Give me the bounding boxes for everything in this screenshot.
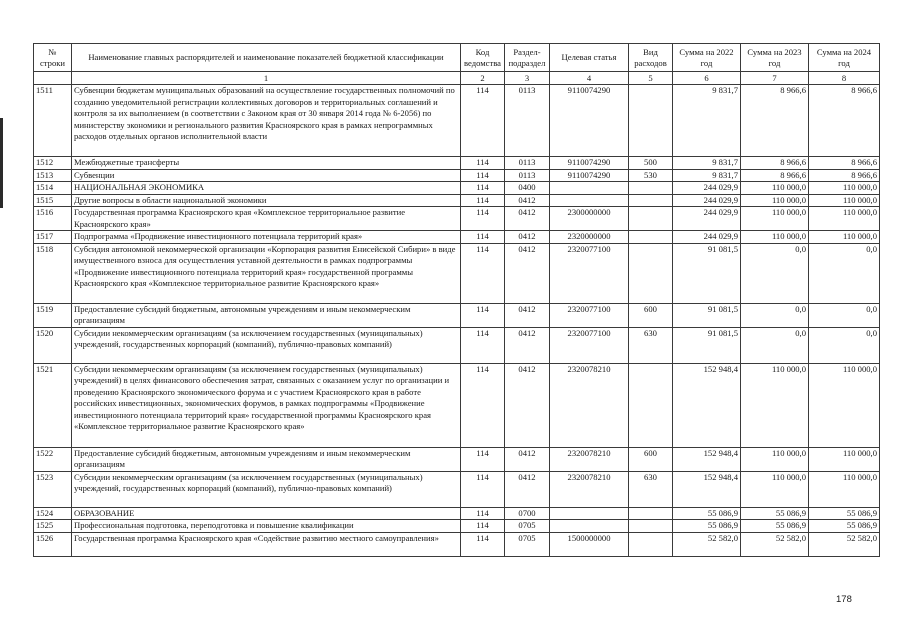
header-razdel: Раздел-подраздел (505, 44, 550, 72)
header-row-no: № строки (34, 44, 72, 72)
expense-type-cell: 500 (629, 157, 673, 170)
target-cell: 2320078210 (550, 363, 629, 447)
table-row (34, 194, 880, 207)
table-row (34, 327, 880, 363)
table-row (34, 520, 880, 533)
vedomstvo-cell: 114 (461, 471, 505, 507)
column-number-row (34, 72, 880, 85)
sum-2023-cell: 110 000,0 (741, 231, 809, 244)
column-number: 7 (741, 72, 809, 85)
sum-2022-cell: 9 831,7 (673, 157, 741, 170)
table-body (34, 85, 880, 557)
expense-type-cell (629, 85, 673, 157)
expense-type-cell: 630 (629, 471, 673, 507)
row-number-cell: 1519 (34, 303, 72, 327)
razdel-cell: 0412 (505, 327, 550, 363)
header-sum-2022: Сумма на 2022 год (673, 44, 741, 72)
row-number-cell: 1515 (34, 194, 72, 207)
row-name-cell: Субсидии некоммерческим организациям (за исключением государственных (муниципальных) учреждений, государственных корпораций (компаний), публично-правовых компаний) (72, 327, 461, 363)
row-name-cell: Субсидии некоммерческим организациям (за исключением государственных (муниципальных) учреждений, государственных корпораций (компаний), публично-правовых компаний) (72, 471, 461, 507)
header-row (34, 44, 880, 72)
target-cell: 2320077100 (550, 327, 629, 363)
header-target: Целевая статья (550, 44, 629, 72)
razdel-cell: 0412 (505, 243, 550, 303)
table-row (34, 207, 880, 231)
expense-type-cell (629, 194, 673, 207)
column-number: 2 (461, 72, 505, 85)
sum-2022-cell: 52 582,0 (673, 532, 741, 556)
vedomstvo-cell: 114 (461, 507, 505, 520)
vedomstvo-cell: 114 (461, 327, 505, 363)
expense-type-cell: 600 (629, 303, 673, 327)
table-row (34, 157, 880, 170)
column-number: 3 (505, 72, 550, 85)
sum-2022-cell: 152 948,4 (673, 447, 741, 471)
sum-2024-cell: 8 966,6 (809, 157, 880, 170)
table-row (34, 363, 880, 447)
row-name-cell: Государственная программа Красноярского края «Комплексное территориальное развитие Красноярского края» (72, 207, 461, 231)
sum-2022-cell: 9 831,7 (673, 169, 741, 182)
budget-table (33, 43, 880, 557)
row-name-cell: Предоставление субсидий бюджетным, автономным учреждениям и иным некоммерческим организациям (72, 303, 461, 327)
razdel-cell: 0705 (505, 532, 550, 556)
row-name-cell: Субвенции (72, 169, 461, 182)
target-cell: 2320077100 (550, 303, 629, 327)
column-number (34, 72, 72, 85)
razdel-cell: 0705 (505, 520, 550, 533)
vedomstvo-cell: 114 (461, 207, 505, 231)
table-row (34, 85, 880, 157)
row-name-cell: Межбюджетные трансферты (72, 157, 461, 170)
expense-type-cell (629, 207, 673, 231)
expense-type-cell (629, 363, 673, 447)
row-name-cell: Предоставление субсидий бюджетным, автономным учреждениям и иным некоммерческим организациям (72, 447, 461, 471)
row-name-cell: НАЦИОНАЛЬНАЯ ЭКОНОМИКА (72, 182, 461, 195)
sum-2022-cell: 91 081,5 (673, 327, 741, 363)
sum-2023-cell: 110 000,0 (741, 194, 809, 207)
row-number-cell: 1514 (34, 182, 72, 195)
column-number: 8 (809, 72, 880, 85)
column-number: 1 (72, 72, 461, 85)
sum-2023-cell: 110 000,0 (741, 471, 809, 507)
row-number-cell: 1524 (34, 507, 72, 520)
razdel-cell: 0400 (505, 182, 550, 195)
header-name: Наименование главных распорядителей и наименование показателей бюджетной классификации (72, 44, 461, 72)
row-name-cell: Субвенции бюджетам муниципальных образований на осуществление государственных полномочий по созданию уведомительной регистрации коллективных договоров и территориальных соглашений и контроля за их выполнением (в соответствии с Законом края от 30 января 2014 года № 6-2056) по министерству экономики и регионального развития Красноярского края в рамках непрограммных расходов отдельных органов исполнительной власти (72, 85, 461, 157)
sum-2022-cell: 152 948,4 (673, 363, 741, 447)
sum-2024-cell: 55 086,9 (809, 507, 880, 520)
row-name-cell: Профессиональная подготовка, переподготовка и повышение квалификации (72, 520, 461, 533)
expense-type-cell (629, 532, 673, 556)
sum-2023-cell: 110 000,0 (741, 207, 809, 231)
row-number-cell: 1521 (34, 363, 72, 447)
expense-type-cell (629, 182, 673, 195)
razdel-cell: 0113 (505, 157, 550, 170)
sum-2022-cell: 91 081,5 (673, 243, 741, 303)
table-row (34, 169, 880, 182)
sum-2024-cell: 0,0 (809, 243, 880, 303)
vedomstvo-cell: 114 (461, 182, 505, 195)
sum-2024-cell: 110 000,0 (809, 194, 880, 207)
sum-2024-cell: 8 966,6 (809, 169, 880, 182)
header-sum-2023: Сумма на 2023 год (741, 44, 809, 72)
target-cell (550, 182, 629, 195)
vedomstvo-cell: 114 (461, 194, 505, 207)
vedomstvo-cell: 114 (461, 85, 505, 157)
vedomstvo-cell: 114 (461, 520, 505, 533)
row-number-cell: 1512 (34, 157, 72, 170)
sum-2022-cell: 244 029,9 (673, 231, 741, 244)
row-name-cell: Государственная программа Красноярского края «Содействие развитию местного самоуправления» (72, 532, 461, 556)
target-cell: 2300000000 (550, 207, 629, 231)
header-sum-2024: Сумма на 2024 год (809, 44, 880, 72)
page-number: 178 (836, 594, 852, 605)
razdel-cell: 0412 (505, 194, 550, 207)
expense-type-cell (629, 231, 673, 244)
vedomstvo-cell: 114 (461, 169, 505, 182)
row-name-cell: ОБРАЗОВАНИЕ (72, 507, 461, 520)
sum-2024-cell: 8 966,6 (809, 85, 880, 157)
header-expense-type: Вид расходов (629, 44, 673, 72)
sum-2024-cell: 110 000,0 (809, 471, 880, 507)
razdel-cell: 0113 (505, 169, 550, 182)
vedomstvo-cell: 114 (461, 231, 505, 244)
row-number-cell: 1517 (34, 231, 72, 244)
row-number-cell: 1518 (34, 243, 72, 303)
razdel-cell: 0700 (505, 507, 550, 520)
row-number-cell: 1516 (34, 207, 72, 231)
sum-2023-cell: 55 086,9 (741, 520, 809, 533)
table-row (34, 231, 880, 244)
row-number-cell: 1520 (34, 327, 72, 363)
column-number: 6 (673, 72, 741, 85)
expense-type-cell (629, 243, 673, 303)
target-cell: 1500000000 (550, 532, 629, 556)
expense-type-cell: 530 (629, 169, 673, 182)
sum-2024-cell: 110 000,0 (809, 363, 880, 447)
sum-2024-cell: 110 000,0 (809, 447, 880, 471)
target-cell: 9110074290 (550, 169, 629, 182)
target-cell: 2320000000 (550, 231, 629, 244)
sum-2022-cell: 244 029,9 (673, 194, 741, 207)
table-row (34, 182, 880, 195)
target-cell (550, 520, 629, 533)
target-cell (550, 507, 629, 520)
row-number-cell: 1511 (34, 85, 72, 157)
expense-type-cell: 600 (629, 447, 673, 471)
scan-margin-mark (0, 118, 3, 208)
table-row (34, 507, 880, 520)
target-cell: 9110074290 (550, 85, 629, 157)
sum-2023-cell: 0,0 (741, 303, 809, 327)
sum-2024-cell: 110 000,0 (809, 231, 880, 244)
sum-2023-cell: 110 000,0 (741, 447, 809, 471)
table-row (34, 303, 880, 327)
table-row (34, 447, 880, 471)
target-cell: 9110074290 (550, 157, 629, 170)
sum-2022-cell: 55 086,9 (673, 520, 741, 533)
razdel-cell: 0412 (505, 303, 550, 327)
sum-2023-cell: 8 966,6 (741, 169, 809, 182)
table-row (34, 243, 880, 303)
sum-2024-cell: 110 000,0 (809, 207, 880, 231)
sum-2022-cell: 55 086,9 (673, 507, 741, 520)
row-number-cell: 1525 (34, 520, 72, 533)
vedomstvo-cell: 114 (461, 157, 505, 170)
sum-2023-cell: 0,0 (741, 243, 809, 303)
sum-2022-cell: 91 081,5 (673, 303, 741, 327)
sum-2024-cell: 110 000,0 (809, 182, 880, 195)
sum-2023-cell: 8 966,6 (741, 157, 809, 170)
razdel-cell: 0412 (505, 207, 550, 231)
column-number: 5 (629, 72, 673, 85)
sum-2022-cell: 244 029,9 (673, 182, 741, 195)
razdel-cell: 0412 (505, 471, 550, 507)
target-cell: 2320078210 (550, 447, 629, 471)
razdel-cell: 0412 (505, 231, 550, 244)
sum-2022-cell: 244 029,9 (673, 207, 741, 231)
sum-2024-cell: 55 086,9 (809, 520, 880, 533)
row-number-cell: 1523 (34, 471, 72, 507)
vedomstvo-cell: 114 (461, 243, 505, 303)
sum-2023-cell: 110 000,0 (741, 182, 809, 195)
vedomstvo-cell: 114 (461, 303, 505, 327)
vedomstvo-cell: 114 (461, 532, 505, 556)
header-vedomstvo: Код ведомства (461, 44, 505, 72)
row-number-cell: 1522 (34, 447, 72, 471)
sum-2024-cell: 0,0 (809, 303, 880, 327)
razdel-cell: 0412 (505, 447, 550, 471)
row-name-cell: Подпрограмма «Продвижение инвестиционного потенциала территорий края» (72, 231, 461, 244)
table-header (34, 44, 880, 85)
sum-2024-cell: 0,0 (809, 327, 880, 363)
razdel-cell: 0113 (505, 85, 550, 157)
sum-2023-cell: 0,0 (741, 327, 809, 363)
expense-type-cell (629, 520, 673, 533)
table-row (34, 471, 880, 507)
vedomstvo-cell: 114 (461, 447, 505, 471)
table-row (34, 532, 880, 556)
sum-2023-cell: 8 966,6 (741, 85, 809, 157)
row-name-cell: Субсидии некоммерческим организациям (за исключением государственных (муниципальных) учреждений) в целях финансового обеспечения затрат, связанных с оказанием услуг по организации и проведению Красноярского экономического форума и с участием Красноярского края в работе российских инвестиционных, экономических форумов, в рамках подпрограммы «Продвижение инвестиционного потенциала территорий края» государственной программы Красноярского края «Комплексное территориальное развитие Красноярского края» (72, 363, 461, 447)
sum-2024-cell: 52 582,0 (809, 532, 880, 556)
sum-2022-cell: 9 831,7 (673, 85, 741, 157)
target-cell (550, 194, 629, 207)
row-name-cell: Другие вопросы в области национальной экономики (72, 194, 461, 207)
razdel-cell: 0412 (505, 363, 550, 447)
sum-2023-cell: 55 086,9 (741, 507, 809, 520)
vedomstvo-cell: 114 (461, 363, 505, 447)
column-number: 4 (550, 72, 629, 85)
row-number-cell: 1513 (34, 169, 72, 182)
sum-2023-cell: 110 000,0 (741, 363, 809, 447)
target-cell: 2320077100 (550, 243, 629, 303)
sum-2022-cell: 152 948,4 (673, 471, 741, 507)
sum-2023-cell: 52 582,0 (741, 532, 809, 556)
expense-type-cell (629, 507, 673, 520)
row-number-cell: 1526 (34, 532, 72, 556)
target-cell: 2320078210 (550, 471, 629, 507)
row-name-cell: Субсидия автономной некоммерческой организации «Корпорация развития Енисейской Сибири» в виде имущественного взноса для осуществления уставной деятельности в рамках подпрограммы «Продвижение инвестиционного потенциала территорий края» государственной программы Красноярского края «Комплексное территориальное развитие Красноярского края» (72, 243, 461, 303)
expense-type-cell: 630 (629, 327, 673, 363)
